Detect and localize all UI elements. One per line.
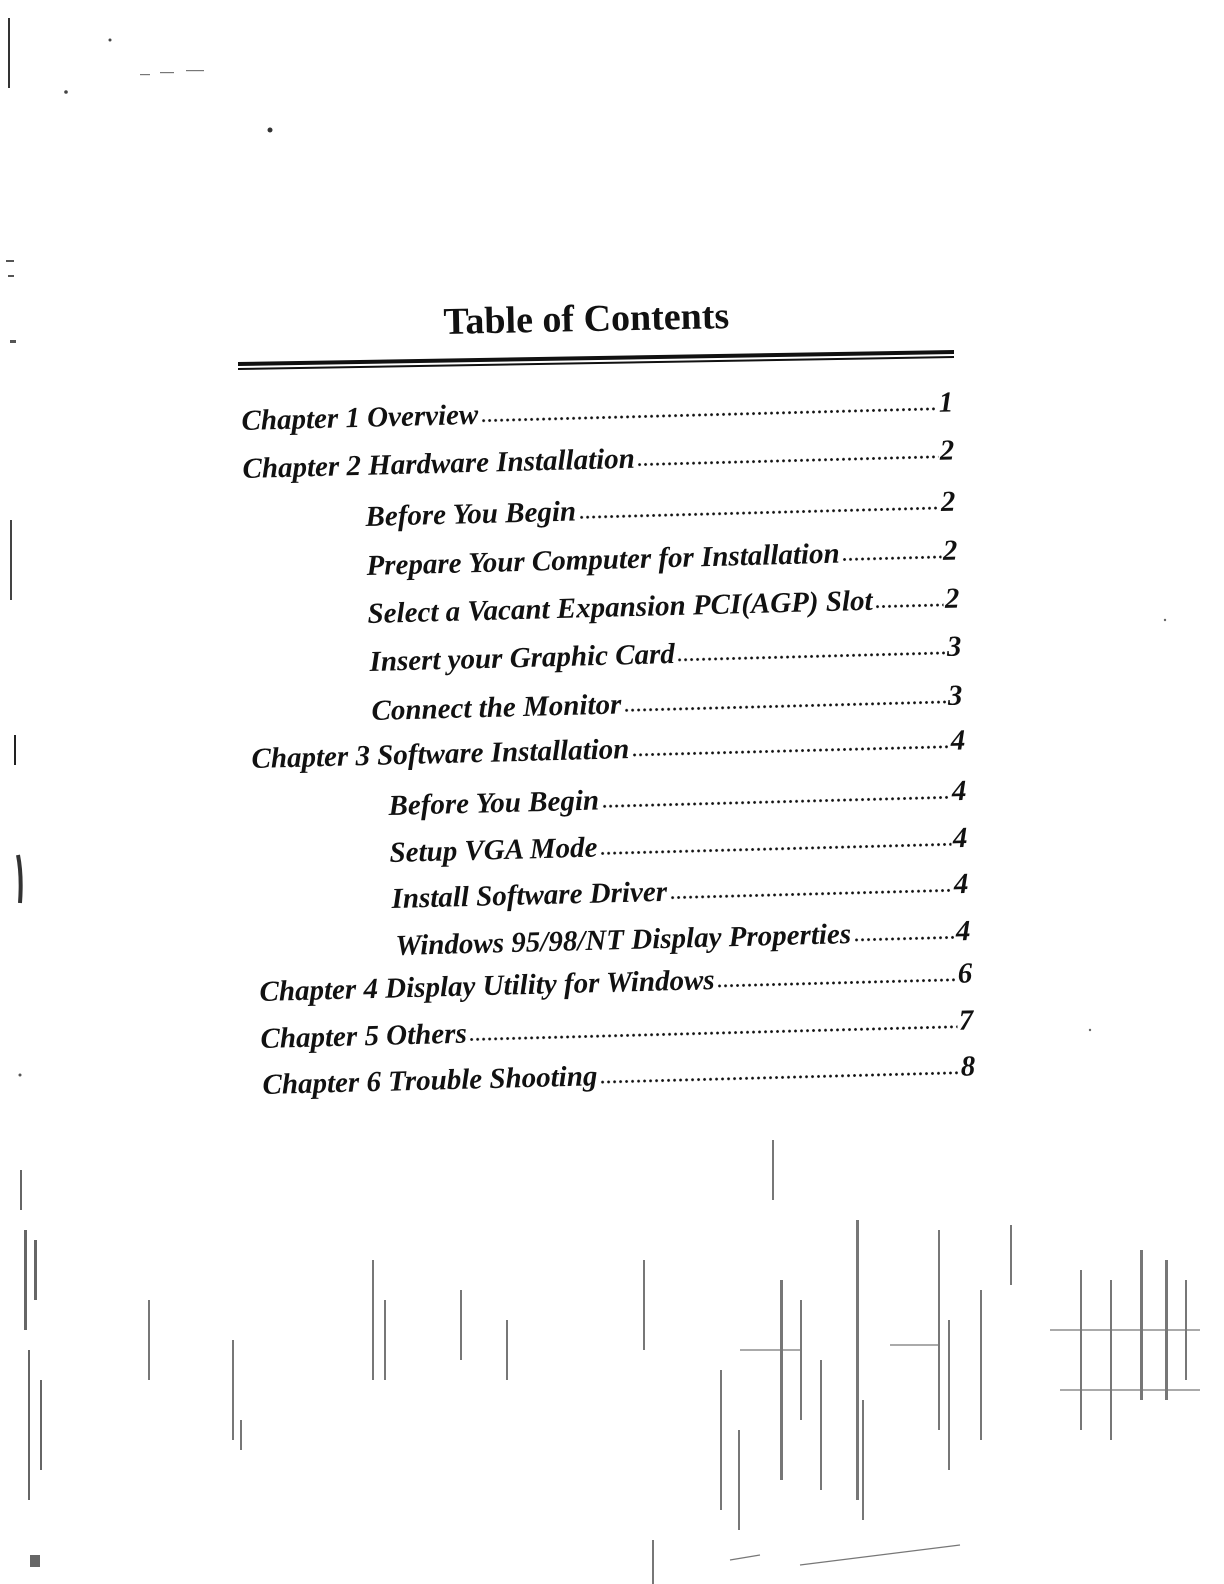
toc-entry-page: 2 bbox=[940, 485, 956, 518]
toc-entry[interactable] bbox=[367, 582, 960, 631]
toc-entry-page: 4 bbox=[950, 724, 966, 757]
toc-entry[interactable] bbox=[241, 385, 954, 438]
toc-entry[interactable] bbox=[366, 534, 958, 583]
dot-leader bbox=[637, 454, 938, 468]
dot-leader bbox=[469, 1024, 957, 1043]
toc-entry[interactable] bbox=[242, 433, 955, 486]
toc-entry-page: 4 bbox=[955, 914, 971, 948]
toc-entry-label: Select a Vacant Expansion PCI(AGP) Slot bbox=[367, 584, 873, 631]
toc-entry-page: 2 bbox=[942, 534, 958, 567]
dot-leader bbox=[599, 1070, 959, 1085]
toc-entry[interactable] bbox=[251, 723, 966, 776]
toc-entry-label: Chapter 6 Trouble Shooting bbox=[262, 1060, 598, 1102]
toc-entry[interactable] bbox=[260, 1003, 974, 1056]
toc-entry[interactable] bbox=[395, 914, 971, 963]
dot-leader bbox=[875, 602, 943, 610]
toc-entry-label: Setup VGA Mode bbox=[389, 831, 598, 870]
toc-entry-page: 3 bbox=[947, 679, 963, 712]
toc-entry[interactable] bbox=[371, 679, 963, 728]
toc-entry[interactable] bbox=[391, 867, 969, 916]
dot-leader bbox=[717, 977, 956, 989]
dot-leader bbox=[623, 699, 946, 713]
toc-entry-label: Before You Begin bbox=[388, 784, 600, 823]
toc-entry-label: Insert your Graphic Card bbox=[369, 638, 676, 679]
toc-entry-page: 4 bbox=[952, 821, 968, 855]
toc-entry-label: Chapter 2 Hardware Installation bbox=[242, 442, 636, 486]
page-title: Table of Contents bbox=[443, 295, 730, 344]
toc-entry[interactable] bbox=[259, 956, 973, 1009]
toc-entry[interactable] bbox=[388, 774, 967, 823]
dot-leader bbox=[601, 794, 950, 809]
dot-leader bbox=[677, 650, 945, 663]
toc-entry-label: Before You Begin bbox=[365, 495, 577, 534]
toc-entry-label: Install Software Driver bbox=[391, 875, 668, 916]
toc-entry[interactable] bbox=[262, 1049, 976, 1102]
toc-entry-page: 2 bbox=[944, 582, 960, 615]
toc-entry-label: Windows 95/98/NT Display Properties bbox=[395, 918, 852, 963]
dot-leader bbox=[578, 505, 939, 520]
toc-entry-label: Chapter 3 Software Installation bbox=[251, 733, 630, 776]
toc-entry-label: Connect the Monitor bbox=[371, 688, 622, 728]
toc-entry-page: 4 bbox=[953, 867, 969, 901]
toc-entry[interactable] bbox=[389, 821, 968, 870]
dot-leader bbox=[842, 554, 941, 563]
toc-entry[interactable] bbox=[369, 630, 962, 679]
toc-entry-page: 2 bbox=[939, 434, 955, 467]
toc-entry-page: 4 bbox=[951, 774, 967, 808]
toc-entry-label: Prepare Your Computer for Installation bbox=[366, 537, 841, 583]
toc-entry-page: 7 bbox=[958, 1004, 974, 1037]
dot-leader bbox=[599, 841, 951, 856]
toc-entry-label: Chapter 5 Others bbox=[260, 1017, 468, 1056]
dot-leader bbox=[480, 406, 937, 424]
dot-leader bbox=[669, 887, 952, 900]
toc-entry-label: Chapter 4 Display Utility for Windows bbox=[259, 964, 716, 1009]
toc-entry-page: 1 bbox=[938, 386, 954, 419]
toc-entry-label: Chapter 1 Overview bbox=[241, 398, 479, 438]
toc-entry[interactable] bbox=[365, 485, 956, 534]
toc-entry-page: 8 bbox=[960, 1050, 976, 1083]
toc-entry-page: 6 bbox=[957, 957, 973, 990]
dot-leader bbox=[853, 934, 954, 943]
toc-entry-page: 3 bbox=[946, 630, 962, 663]
dot-leader bbox=[631, 744, 949, 758]
